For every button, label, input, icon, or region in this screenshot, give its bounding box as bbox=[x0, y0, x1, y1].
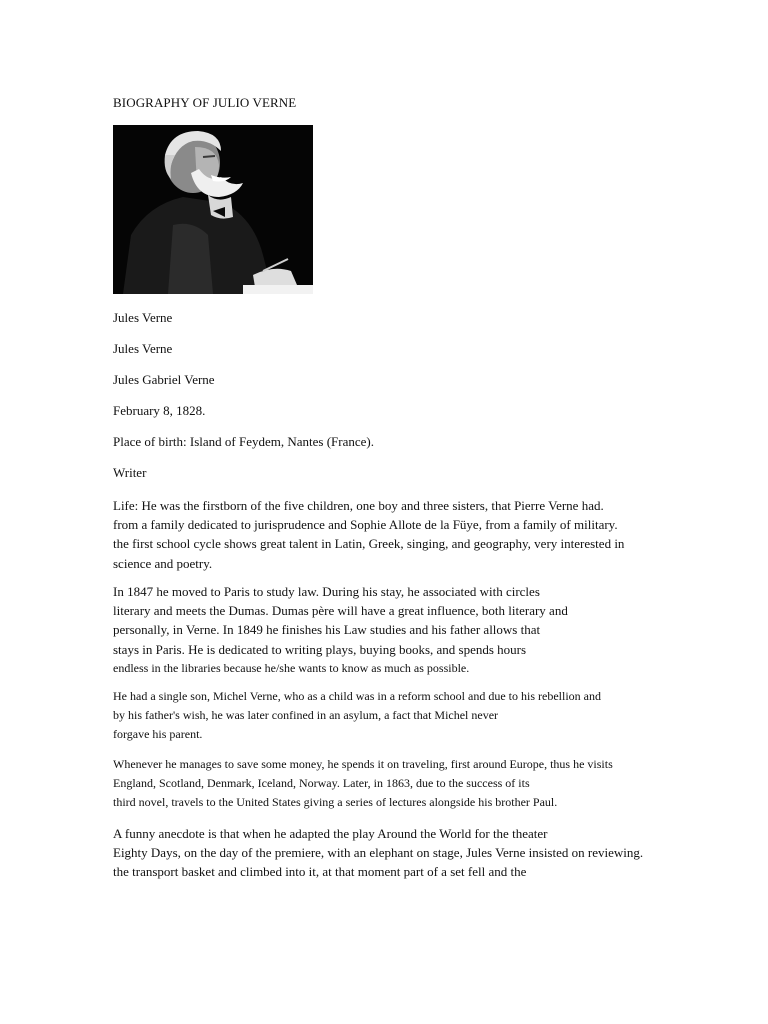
paragraph-line: England, Scotland, Denmark, Iceland, Norway. Later, in 1863, due to the success of its bbox=[113, 776, 530, 791]
paragraph-line: the first school cycle shows great talent in Latin, Greek, singing, and geography, very interested in bbox=[113, 536, 625, 552]
fact-line: Place of birth: Island of Feydem, Nantes (France). bbox=[113, 434, 375, 449]
fact-line: Writer bbox=[113, 465, 147, 480]
paragraph-line: third novel, travels to the United States giving a series of lectures alongside his brother Paul. bbox=[113, 795, 558, 810]
paragraph-line: by his father's wish, he was later confined in an asylum, a fact that Michel never bbox=[113, 708, 499, 723]
paragraph-line: stays in Paris. He is dedicated to writing plays, buying books, and spends hours bbox=[113, 641, 527, 657]
fact-line: February 8, 1828. bbox=[113, 403, 206, 418]
paragraph-line: personally, in Verne. In 1849 he finishes his Law studies and his father allows that bbox=[113, 622, 541, 638]
fact-line: Jules Gabriel Verne bbox=[113, 372, 215, 387]
paragraph-line: In 1847 he moved to Paris to study law. During his stay, he associated with circles bbox=[113, 584, 540, 599]
portrait-photo bbox=[113, 125, 313, 294]
paragraph-line: A funny anecdote is that when he adapted the play Around the World for the theater bbox=[113, 826, 548, 841]
paragraph-travel bbox=[113, 755, 613, 813]
paragraph-line: the transport basket and climbed into it, at that moment part of a set fell and the bbox=[113, 864, 527, 880]
paragraph-son bbox=[113, 687, 601, 745]
paragraph-line: endless in the libraries because he/she wants to know as much as possible. bbox=[113, 660, 470, 675]
paragraph-line: forgave his parent. bbox=[113, 727, 203, 742]
document-title: BIOGRAPHY OF JULIO VERNE bbox=[113, 95, 297, 110]
paragraph-anecdote bbox=[113, 824, 643, 882]
paragraph-paris bbox=[113, 582, 568, 678]
paragraph-life bbox=[113, 496, 624, 573]
fact-line: Jules Verne bbox=[113, 341, 173, 356]
paragraph-line: Whenever he manages to save some money, he spends it on traveling, first around Europe, thus he visits bbox=[113, 757, 613, 771]
fact-line: Jules Verne bbox=[113, 310, 173, 325]
paragraph-line: He had a single son, Michel Verne, who as a child was in a reform school and due to his rebellion and bbox=[113, 689, 601, 703]
paragraph-line: from a family dedicated to jurisprudence and Sophie Allote de la Füye, from a family of military. bbox=[113, 517, 618, 533]
paragraph-line: Life: He was the firstborn of the five children, one boy and three sisters, that Pierre Verne had. bbox=[113, 498, 604, 513]
paragraph-line: science and poetry. bbox=[113, 555, 213, 571]
paragraph-line: Eighty Days, on the day of the premiere, with an elephant on stage, Jules Verne insisted on reviewing. bbox=[113, 845, 644, 861]
portrait-photo-icon bbox=[113, 125, 313, 294]
paragraph-line: literary and meets the Dumas. Dumas père will have a great influence, both literary and bbox=[113, 603, 568, 619]
